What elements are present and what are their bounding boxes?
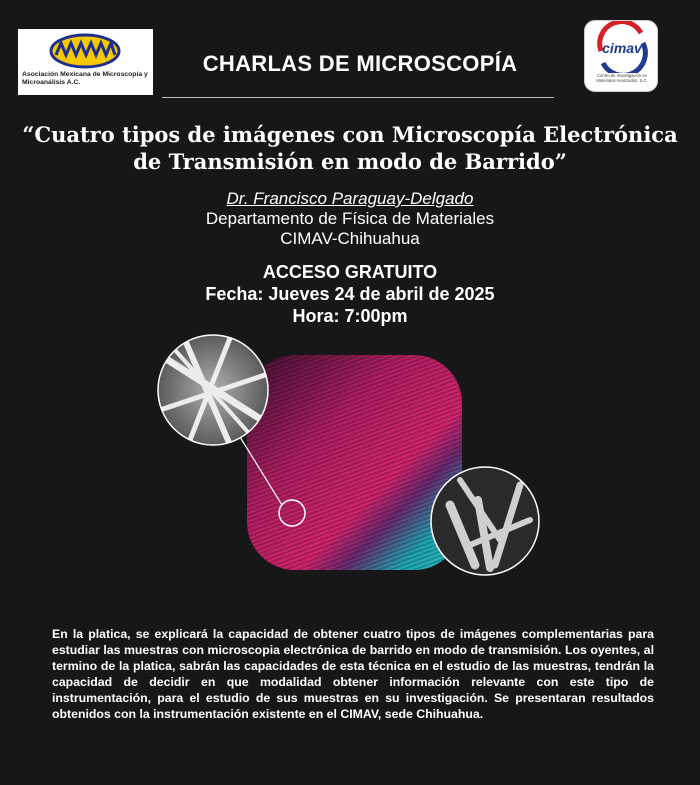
speaker-department: Departamento de Física de Materiales — [205, 209, 495, 228]
amm-logo-name: Asociación Mexicana de Microscopía y Microanálisis A.C. — [22, 71, 148, 86]
gradient-panel — [247, 355, 462, 570]
speaker-institution: CIMAV-Chihuahua — [280, 229, 420, 248]
micrograph-inset-right — [431, 467, 539, 575]
talk-title: “Cuatro tipos de imágenes con Microscopía Electrónica de Transmisión en modo de Barrido” — [22, 122, 678, 174]
talk-description: En la platica, se explicará la capacidad de obtener cuatro tipos de imágenes complementarias para estudiar las muestras con microscopia electrónica de barrido en modo de transmisión. Los oyentes, al termino de la platica, sabrán las capacidades de esta técnica en el estudio de las muestras, tendrán la capacidad de decidir en que modalidad obtener información relevante con este tipo de instrumentación, para el estudio de sus muestras en su investigación. Se presentaran resultados obtenidos con la instrumentación existente en el CIMAV, sede Chihuahua. — [52, 627, 654, 721]
event-datetime: Fecha: Jueves 24 de abril de 2025 Hora: 7:00pm — [205, 284, 495, 326]
speaker-name: Dr. Francisco Paraguay-Delgado — [226, 189, 474, 208]
cimav-wordmark: cimav — [602, 40, 642, 56]
cimav-logo-subtitle: Centro de Investigación en Materiales Avanzados, S.C. — [596, 73, 648, 83]
page-title: CHARLAS DE MICROSCOPÍA — [202, 51, 518, 76]
micrograph-inset-left — [158, 335, 268, 445]
access-label: ACCESO GRATUITO — [262, 262, 438, 282]
